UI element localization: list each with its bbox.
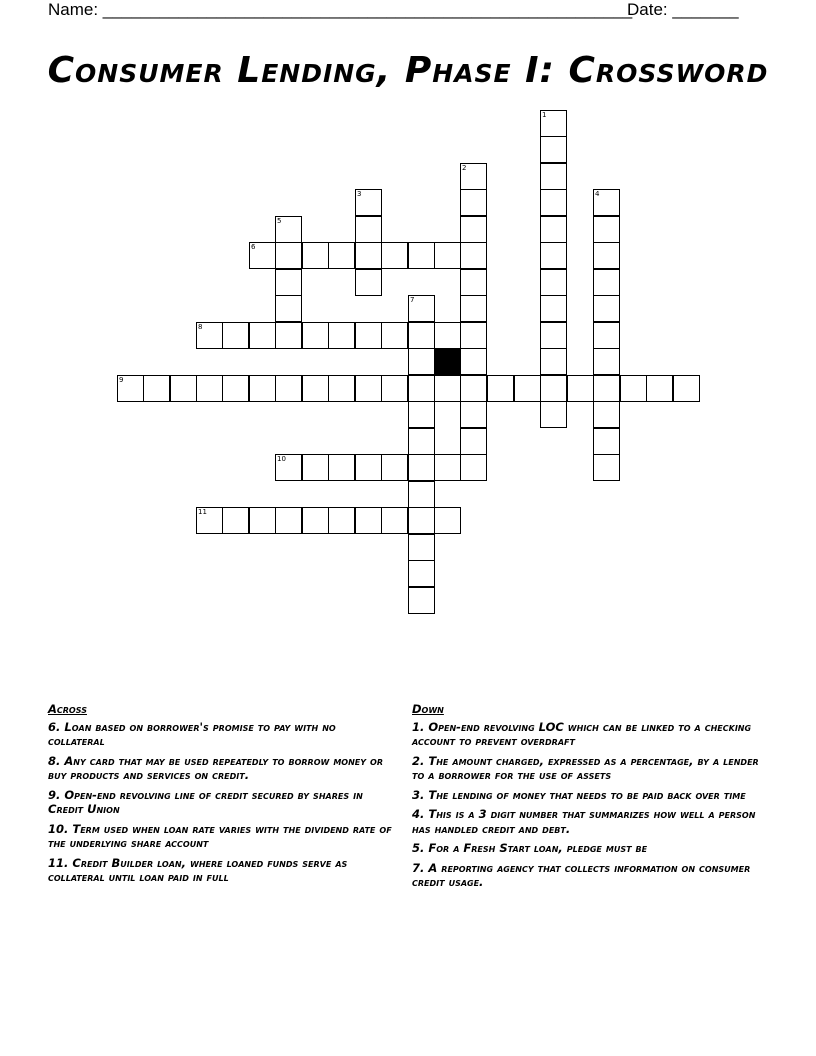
grid-cell[interactable] (460, 216, 487, 243)
grid-cell[interactable] (620, 375, 647, 402)
grid-cell[interactable] (302, 375, 329, 402)
grid-cell[interactable] (328, 507, 355, 534)
grid-cell[interactable] (143, 375, 170, 402)
grid-cell[interactable] (302, 322, 329, 349)
grid-cell[interactable] (540, 348, 567, 375)
grid-cell[interactable] (408, 322, 435, 349)
grid-cell[interactable] (275, 216, 302, 243)
grid-cell[interactable] (302, 454, 329, 481)
grid-cell[interactable] (408, 587, 435, 614)
clue-number: 10 (277, 455, 286, 463)
down-clue-2: 2. The amount charged, expressed as a percentage, by a lender to a borrower for the use of assets (412, 753, 759, 782)
grid-cell[interactable] (249, 507, 276, 534)
grid-cell[interactable] (355, 507, 382, 534)
grid-cell[interactable] (170, 375, 197, 402)
grid-cell[interactable] (540, 269, 567, 296)
grid-cell[interactable] (460, 269, 487, 296)
clue-number: 1 (542, 111, 547, 119)
clue-number: 8 (198, 323, 203, 331)
grid-cell[interactable] (593, 242, 620, 269)
clue-number: 4 (595, 190, 600, 198)
grid-cell[interactable] (222, 375, 249, 402)
grid-cell[interactable] (408, 401, 435, 428)
grid-cell[interactable] (646, 375, 673, 402)
grid-cell[interactable] (434, 454, 461, 481)
clue-number: 11 (198, 508, 207, 516)
grid-cell[interactable] (540, 375, 567, 402)
grid-cell[interactable] (593, 401, 620, 428)
grid-cell[interactable] (275, 242, 302, 269)
date-field: Date: _______ (627, 0, 739, 19)
clue-number: 2 (462, 164, 467, 172)
clue-number: 9 (119, 376, 124, 384)
grid-cell[interactable] (514, 375, 541, 402)
grid-cell[interactable] (593, 454, 620, 481)
grid-cell[interactable] (328, 454, 355, 481)
grid-cell[interactable] (408, 481, 435, 508)
grid-cell[interactable] (408, 375, 435, 402)
grid-cell[interactable] (381, 242, 408, 269)
grid-cell[interactable] (275, 454, 302, 481)
grid-cell[interactable] (302, 507, 329, 534)
grid-cell[interactable] (408, 242, 435, 269)
grid-cell[interactable] (593, 322, 620, 349)
across-clue-11: 11. Credit Builder loan, where loaned funds serve as collateral until loan paid in full (48, 855, 348, 884)
grid-cell[interactable] (275, 295, 302, 322)
grid-cell[interactable] (381, 454, 408, 481)
across-clue-10: 10. Term used when loan rate varies with the dividend rate of the underlying share account (48, 821, 392, 850)
grid-cell[interactable] (540, 242, 567, 269)
grid-cell[interactable] (540, 322, 567, 349)
grid-cell[interactable] (593, 428, 620, 455)
grid-cell[interactable] (593, 295, 620, 322)
grid-cell[interactable] (408, 534, 435, 561)
grid-cell[interactable] (275, 322, 302, 349)
grid-cell[interactable] (381, 322, 408, 349)
grid-cell[interactable] (222, 322, 249, 349)
clue-number: 3 (357, 190, 362, 198)
grid-cell[interactable] (460, 348, 487, 375)
page-title: Consumer Lending, Phase I: Crossword (47, 50, 769, 91)
down-clue-4: 4. This is a 3 digit number that summarizes how well a person has handled credit and debt. (412, 807, 756, 836)
grid-cell[interactable] (249, 375, 276, 402)
grid-cell[interactable] (540, 110, 567, 137)
grid-cell[interactable] (593, 189, 620, 216)
grid-cell[interactable] (540, 401, 567, 428)
grid-cell[interactable] (355, 216, 382, 243)
grid-cell[interactable] (460, 322, 487, 349)
grid-cell[interactable] (460, 401, 487, 428)
grid-cell[interactable] (593, 216, 620, 243)
grid-cell[interactable] (434, 242, 461, 269)
grid-cell[interactable] (222, 507, 249, 534)
grid-cell[interactable] (408, 295, 435, 322)
grid-cell[interactable] (355, 269, 382, 296)
grid-cell[interactable] (540, 189, 567, 216)
down-clues (412, 702, 767, 895)
grid-cell[interactable] (275, 269, 302, 296)
grid-cell[interactable] (460, 189, 487, 216)
grid-cell[interactable] (540, 295, 567, 322)
grid-cell[interactable] (196, 507, 223, 534)
clue-number: 7 (410, 296, 415, 304)
across-heading: Across (48, 702, 87, 716)
grid-cell[interactable] (593, 348, 620, 375)
clue-number: 5 (277, 217, 282, 225)
grid-cell[interactable] (249, 242, 276, 269)
grid-cell[interactable] (540, 136, 567, 163)
grid-cell[interactable] (355, 454, 382, 481)
grid-cell[interactable] (460, 295, 487, 322)
grid-cell[interactable] (408, 454, 435, 481)
grid-cell[interactable] (540, 216, 567, 243)
grid-cell[interactable] (302, 242, 329, 269)
grid-cell[interactable] (117, 375, 144, 402)
grid-cell[interactable] (249, 322, 276, 349)
down-clue-7: 7. A reporting agency that collects information on consumer credit usage. (412, 860, 751, 889)
grid-cell[interactable] (487, 375, 514, 402)
across-clue-6: 6. Loan based on borrower's promise to pay with no collateral (48, 719, 336, 748)
across-clue-8: 8. Any card that may be used repeatedly to borrow money or buy products and services on credit. (48, 753, 384, 782)
grid-cell[interactable] (408, 560, 435, 587)
grid-cell[interactable] (355, 189, 382, 216)
grid-cell[interactable] (355, 322, 382, 349)
grid-cell[interactable] (567, 375, 594, 402)
grid-cell[interactable] (434, 507, 461, 534)
across-clue-9: 9. Open-end revolving line of credit secured by shares in Credit Union (48, 787, 363, 816)
grid-cell[interactable] (275, 375, 302, 402)
grid-cell[interactable] (196, 322, 223, 349)
across-clues (48, 702, 393, 890)
grid-cell[interactable] (593, 269, 620, 296)
grid-cell[interactable] (381, 507, 408, 534)
down-clue-3: 3. The lending of money that needs to be paid back over time (412, 787, 746, 802)
grid-cell[interactable] (434, 375, 461, 402)
grid-cell[interactable] (408, 348, 435, 375)
grid-cell[interactable] (355, 375, 382, 402)
grid-cell[interactable] (540, 163, 567, 190)
grid-cell[interactable] (408, 507, 435, 534)
grid-cell[interactable] (460, 428, 487, 455)
grid-cell[interactable] (460, 163, 487, 190)
grid-cell[interactable] (673, 375, 700, 402)
grid-cell[interactable] (460, 242, 487, 269)
grid-cell[interactable] (460, 454, 487, 481)
down-clue-5: 5. For a Fresh Start loan, pledge must be (412, 841, 648, 855)
grid-cell[interactable] (408, 428, 435, 455)
grid-cell[interactable] (381, 375, 408, 402)
down-clue-1: 1. Open-end revolving LOC which can be linked to a checking account to prevent overdraft (412, 719, 752, 748)
grid-cell[interactable] (593, 375, 620, 402)
grid-cell[interactable] (328, 375, 355, 402)
grid-cell[interactable] (355, 242, 382, 269)
name-field: Name: ________________________________________________________ (48, 0, 633, 19)
grid-cell[interactable] (328, 242, 355, 269)
grid-cell[interactable] (460, 375, 487, 402)
grid-cell[interactable] (196, 375, 223, 402)
down-heading: Down (412, 702, 444, 716)
grid-cell[interactable] (434, 322, 461, 349)
grid-cell[interactable] (328, 322, 355, 349)
clue-number: 6 (251, 243, 256, 251)
black-cell (434, 348, 461, 375)
grid-cell[interactable] (275, 507, 302, 534)
